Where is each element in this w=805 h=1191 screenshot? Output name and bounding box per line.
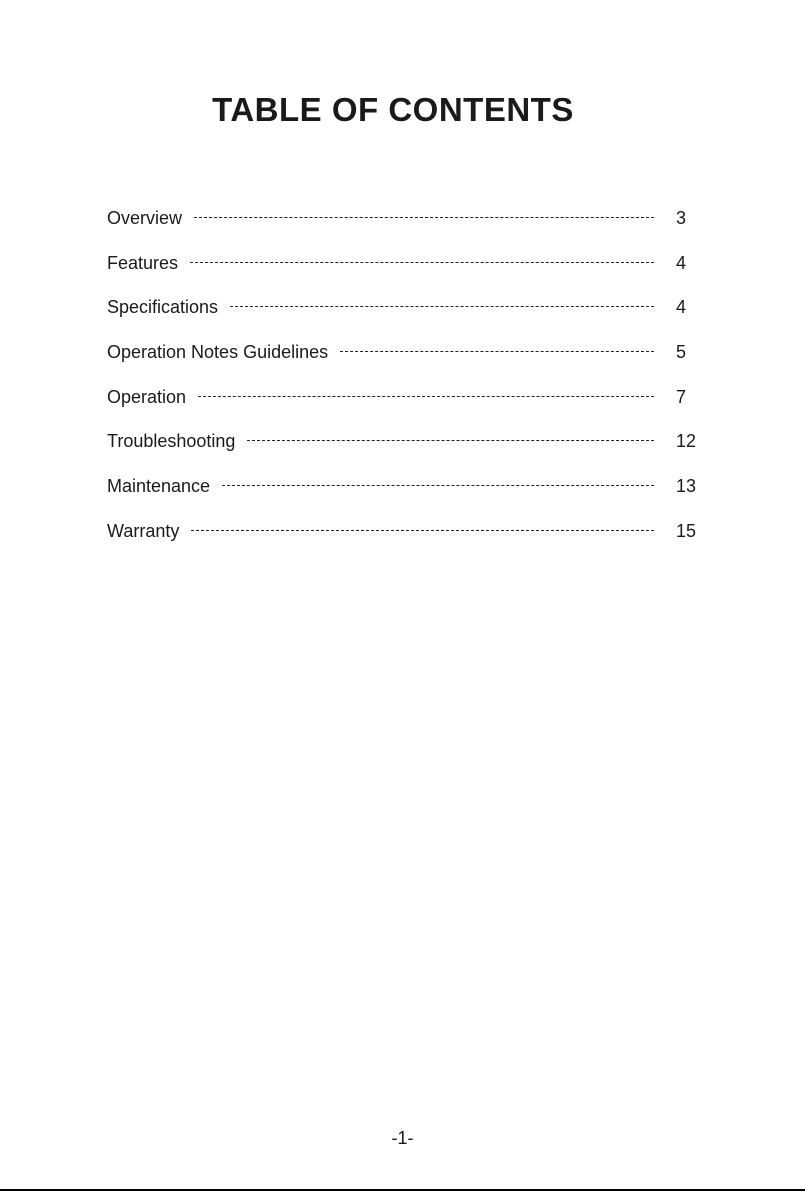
toc-entry-label: Operation	[107, 386, 187, 407]
toc-entry-page: 7	[676, 386, 687, 407]
toc-entry-label: Warranty	[107, 520, 180, 541]
toc-entry-warranty	[107, 517, 702, 562]
toc-dot-leader	[340, 351, 654, 352]
toc-entry-specifications	[107, 293, 702, 338]
toc-entry-operation	[107, 383, 702, 428]
toc-entry-label: Maintenance	[107, 476, 211, 497]
toc-dot-leader	[230, 306, 654, 307]
toc-entry-troubleshooting	[107, 427, 702, 472]
toc-entry-page: 3	[676, 208, 687, 228]
table-of-contents	[107, 204, 702, 562]
toc-dot-leader	[247, 440, 654, 441]
toc-entry-page: 15	[676, 520, 697, 541]
page-number: -1-	[391, 1128, 414, 1148]
toc-entry-overview	[107, 204, 702, 249]
toc-entry-label: Features	[107, 252, 179, 273]
toc-dot-leader	[191, 530, 654, 531]
toc-entry-operation-notes	[107, 338, 702, 383]
page-title: TABLE OF CONTENTS	[212, 91, 574, 128]
toc-dot-leader	[198, 396, 654, 397]
toc-entry-maintenance	[107, 472, 702, 517]
toc-entry-page: 13	[676, 476, 697, 497]
toc-entry-page: 4	[676, 297, 687, 318]
toc-dot-leader	[222, 485, 654, 486]
toc-entry-label: Specifications	[107, 297, 219, 318]
toc-entry-label: Overview	[107, 208, 183, 228]
toc-entry-label: Troubleshooting	[107, 431, 236, 452]
toc-entry-page: 5	[676, 342, 687, 363]
toc-dot-leader	[194, 217, 654, 218]
toc-entry-page: 4	[676, 252, 687, 273]
toc-entry-label: Operation Notes Guidelines	[107, 342, 329, 363]
toc-entry-features	[107, 249, 702, 294]
toc-entry-page: 12	[676, 431, 697, 452]
toc-dot-leader	[190, 262, 654, 263]
